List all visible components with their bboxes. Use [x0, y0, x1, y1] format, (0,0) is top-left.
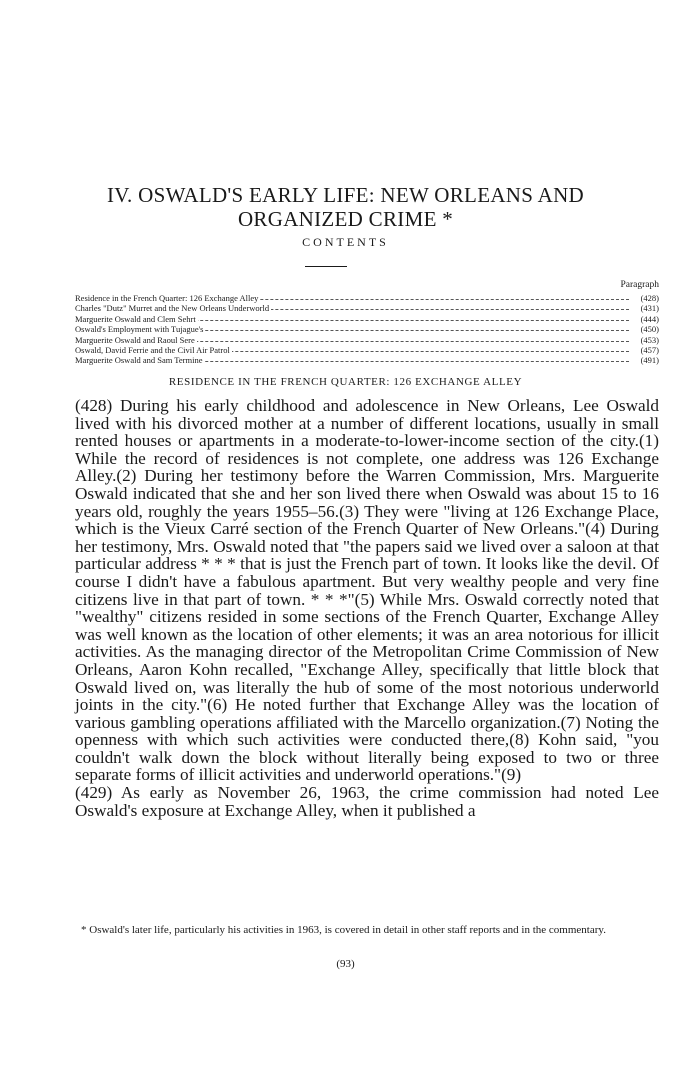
toc-entry-paragraph: (444) [640, 313, 659, 324]
toc-entry [75, 324, 659, 334]
toc-entry-paragraph: (457) [640, 344, 659, 355]
toc-entry [75, 345, 659, 355]
footnote: * Oswald's later life, particularly his activities in 1963, is covered in detail in other staff reports and in the commentary. [81, 924, 606, 936]
toc-entry-paragraph: (450) [640, 324, 659, 335]
toc-entry-paragraph: (431) [640, 303, 659, 314]
toc-entry-label: Charles "Dutz" Murret and the New Orleans Underworld [75, 303, 270, 314]
contents-divider [305, 266, 347, 267]
toc-entry-label: Marguerite Oswald and Clem Sehrt [75, 313, 196, 324]
toc-entry [75, 314, 659, 324]
contents-heading: CONTENTS [302, 235, 389, 249]
toc-entry-paragraph: (453) [640, 334, 659, 345]
section-heading: RESIDENCE IN THE FRENCH QUARTER: 126 EXCHANGE ALLEY [168, 376, 523, 388]
chapter-title-line-1: IV. OSWALD'S EARLY LIFE: NEW ORLEANS AND [106, 183, 585, 207]
toc-entry-label: Marguerite Oswald and Raoul Sere [75, 334, 195, 345]
toc-entry [75, 303, 659, 313]
page-number: (93) [336, 958, 355, 970]
table-of-contents [75, 293, 659, 366]
toc-entry [75, 293, 659, 303]
toc-entry-label: Oswald's Employment with Tujague's [75, 324, 204, 335]
body-paragraph: (428) During his early childhood and adolescence in New Orleans, Lee Oswald lived with his divorced mother at a number of different locations, usually in small rented houses or apartments in a moderate-to-lower-income section of the city.(1) While the record of residences is not complete, one address was 126 Exchange Alley.(2) During her testimony before the Warren Commission, Mrs. Marguerite Oswald indicated that she and her son lived there when Oswald was about 15 to 16 years old, roughly the years 1955–56.(3) They were "living at 126 Exchange Place, which is the Vieux Carré section of the French Quarter of New Orleans."(4) During her testimony, Mrs. Oswald noted that "the papers said we lived over a saloon at that particular address * * * that is just the French part of town. It looks like the devil. Of course I didn't have a fabulous apartment. But very wealthy people and very fine citizens live in that part of town. * * *"(5) While Mrs. Oswald correctly noted that "wealthy" citizens resided in some sections of the French Quarter, Exchange Alley was well known as the location of other elements; it was an area notorious for illicit activities. As the managing director of the Metropolitan Crime Commission of New Orleans, Aaron Kohn recalled, "Exchange Alley, specifically that little block that Oswald lived on, was literally the hub of some of the most notorious underworld joints in the city."(6) He noted further that Exchange Alley was the location of various gambling operations affiliated with the Marcello organization.(7) Noting the openness with which such activities were conducted there,(8) Kohn said, "you couldn't walk down the block without literally being exposed to two or three separate forms of illicit activities and underworld operations."(9) [75, 396, 659, 785]
toc-entry-paragraph: (428) [640, 293, 659, 303]
toc-entry-label: Oswald, David Ferrie and the Civil Air Patrol [75, 344, 230, 355]
paragraph-column-heading: Paragraph [620, 280, 659, 290]
toc-entry-label: Marguerite Oswald and Sam Termine [75, 355, 203, 366]
body-text [75, 397, 659, 819]
toc-entry [75, 355, 659, 365]
chapter-title-line-2: ORGANIZED CRIME * [237, 207, 454, 231]
toc-entry [75, 335, 659, 345]
toc-entry-paragraph: (491) [640, 355, 659, 366]
body-paragraph: (429) As early as November 26, 1963, the crime commission had noted Lee Oswald's exposure at Exchange Alley, when it published a [75, 783, 659, 820]
toc-entry-label: Residence in the French Quarter: 126 Exchange Alley [75, 293, 259, 303]
